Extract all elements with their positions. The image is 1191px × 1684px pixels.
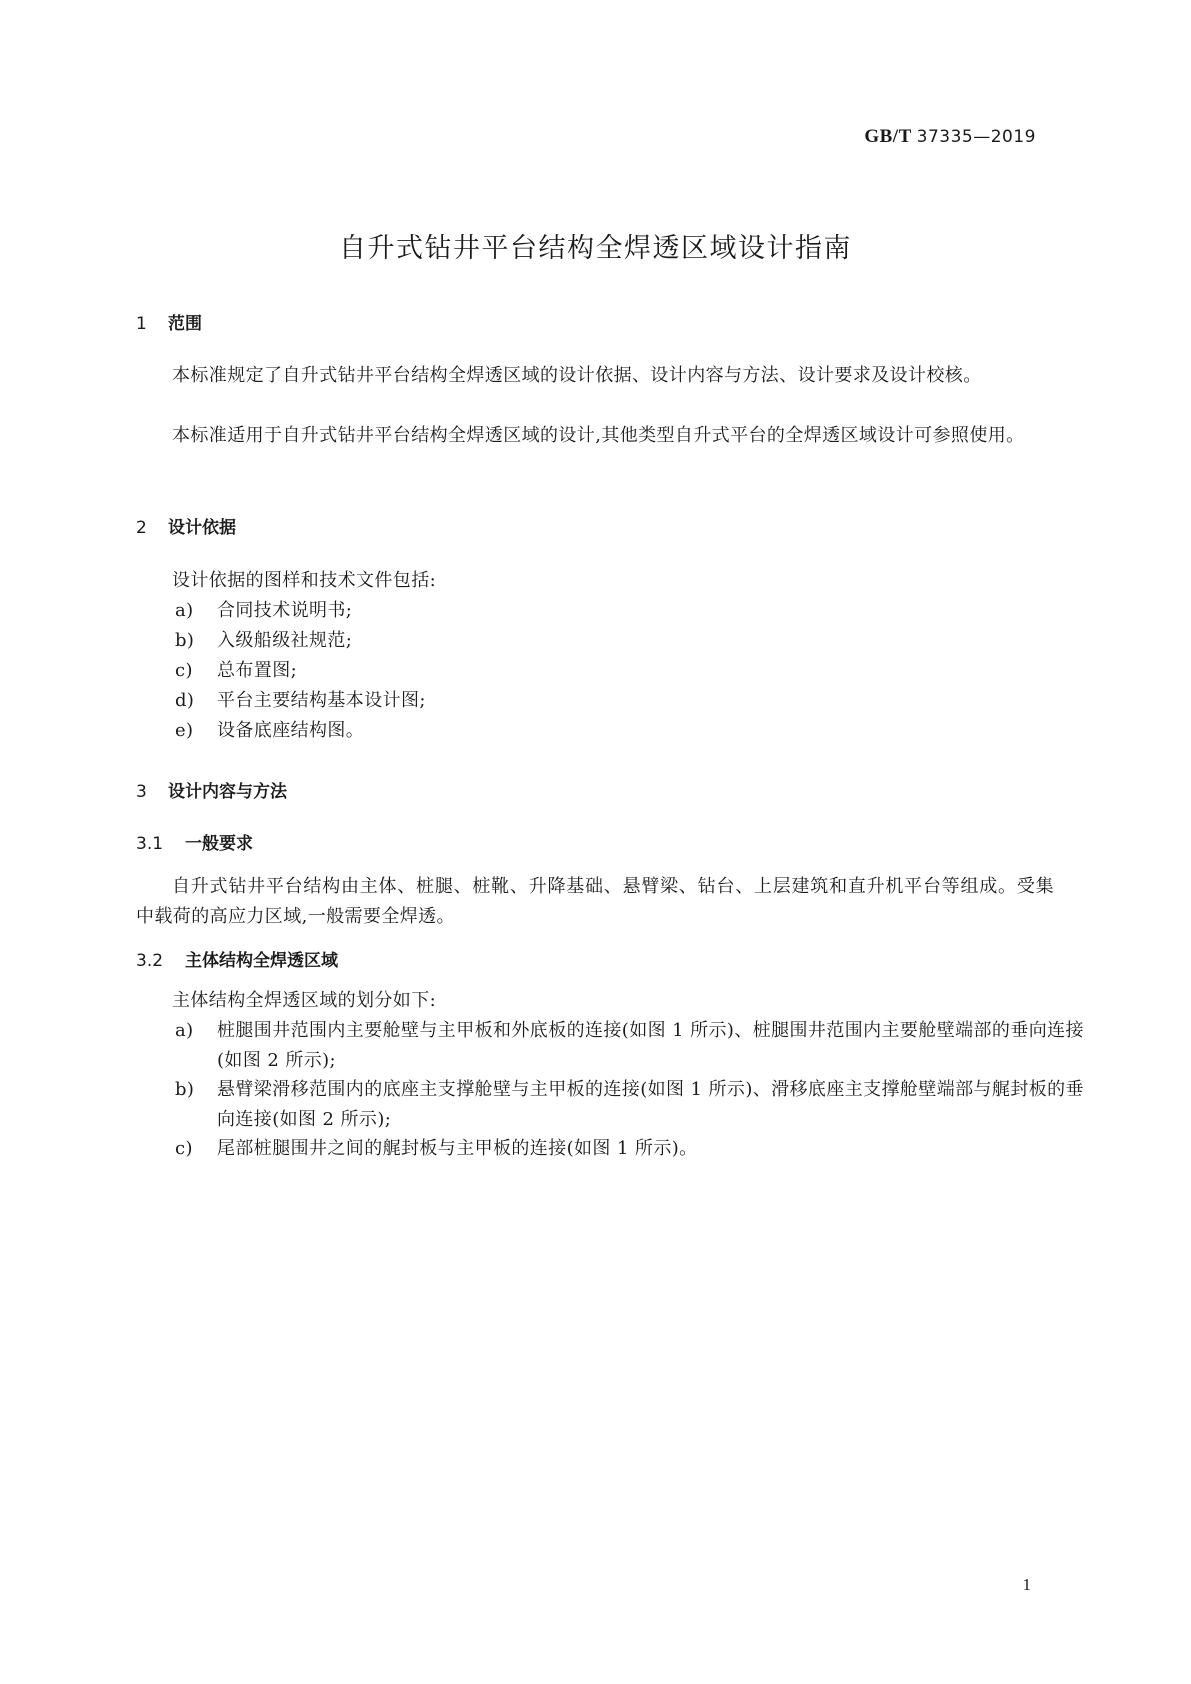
paragraph: 本标准适用于自升式钻井平台结构全焊透区域的设计,其他类型自升式平台的全焊透区域设计可参照使用。 (172, 425, 1025, 446)
standard-prefix: GB/T (864, 126, 912, 147)
subsection-number: 3.1 (136, 834, 164, 854)
list-marker: c) (175, 1138, 193, 1159)
list-marker: b) (175, 630, 195, 651)
list-item (175, 626, 1097, 656)
list-item (175, 686, 1097, 716)
list-marker: a) (175, 600, 194, 621)
list-marker: d) (175, 690, 195, 711)
paragraph: 设计依据的图样和技术文件包括: (172, 570, 437, 591)
list-item (175, 1016, 1097, 1076)
list-text: 总布置图; (217, 660, 298, 681)
subsection-3-2-heading (136, 946, 338, 971)
standard-code: 37335—2019 (916, 127, 1036, 147)
subsection-title: 一般要求 (185, 834, 253, 854)
list-text: 入级船级社规范; (217, 630, 353, 651)
list-item (175, 1075, 1097, 1135)
list-text: 悬臂梁滑移范围内的底座主支撑舱壁与主甲板的连接(如图 1 所示)、滑移底座主支撑舱壁端部与艉封板的垂向连接(如图 2 所示); (217, 1079, 1084, 1130)
list-item (175, 596, 1097, 626)
subsection-title: 主体结构全焊透区域 (185, 951, 338, 971)
section-number: 3 (136, 782, 147, 802)
section-title: 设计依据 (168, 518, 236, 538)
list-text: 平台主要结构基本设计图; (217, 690, 426, 711)
section-title: 设计内容与方法 (168, 782, 287, 802)
subsection-3-1-heading (136, 829, 253, 854)
paragraph: 主体结构全焊透区域的划分如下: (172, 990, 437, 1011)
list-item (175, 656, 1097, 686)
paragraph: 自升式钻井平台结构由主体、桩腿、桩靴、升降基础、悬臂梁、钻台、上层建筑和直升机平台等组成。受集中载荷的高应力区域,一般需要全焊透。 (136, 876, 1054, 927)
section-title: 范围 (168, 314, 202, 334)
list-marker: b) (175, 1079, 195, 1100)
section-1-heading (136, 309, 202, 334)
standard-number (864, 126, 1036, 148)
section-2-heading (136, 513, 236, 538)
list-text: 桩腿围井范围内主要舱壁与主甲板和外底板的连接(如图 1 所示)、桩腿围井范围内主要舱壁端部的垂向连接(如图 2 所示); (217, 1020, 1084, 1071)
page-number: 1 (1022, 1575, 1031, 1594)
list-marker: c) (175, 660, 193, 681)
list-text: 尾部桩腿围井之间的艉封板与主甲板的连接(如图 1 所示)。 (217, 1138, 698, 1159)
list-text: 合同技术说明书; (217, 600, 353, 621)
list-marker: e) (175, 720, 194, 741)
document-title: 自升式钻井平台结构全焊透区域设计指南 (339, 233, 852, 264)
list-item (175, 1134, 1097, 1164)
subsection-number: 3.2 (136, 951, 164, 971)
section-number: 1 (136, 314, 147, 334)
section-number: 2 (136, 518, 147, 538)
list-marker: a) (175, 1020, 194, 1041)
list-item (175, 716, 1097, 746)
paragraph: 本标准规定了自升式钻井平台结构全焊透区域的设计依据、设计内容与方法、设计要求及设计校核。 (172, 365, 982, 386)
list-text: 设备底座结构图。 (217, 720, 365, 741)
section-3-heading (136, 777, 287, 802)
